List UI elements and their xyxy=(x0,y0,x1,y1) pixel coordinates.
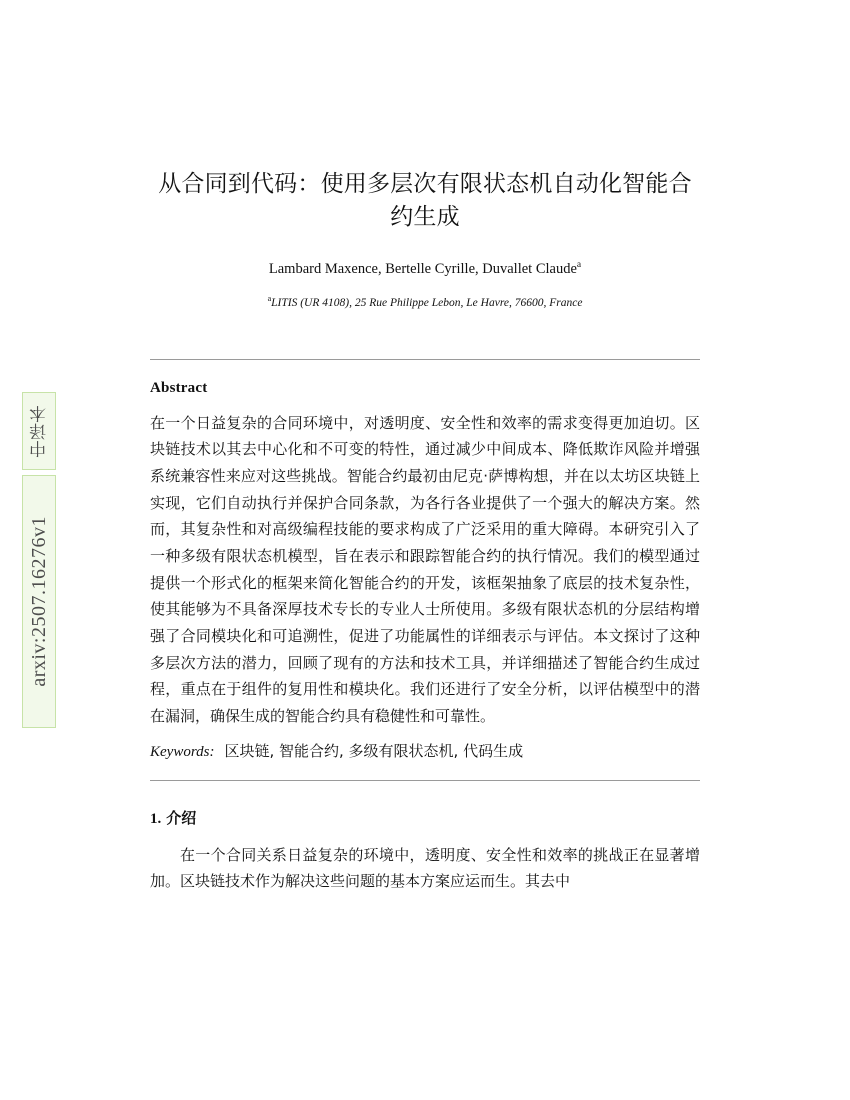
page-title: 从合同到代码：使用多层次有限状态机自动化智能合约生成 xyxy=(158,171,692,230)
affiliation xyxy=(150,280,700,311)
section-title: 介绍 xyxy=(166,808,197,827)
paper-content-column xyxy=(150,0,700,895)
keywords-label: Keywords: xyxy=(150,743,215,760)
section-heading-introduction xyxy=(150,781,700,828)
keywords-values: 区块链, 智能合约, 多级有限状态机, 代码生成 xyxy=(224,741,524,760)
translation-note-label: 中译本 xyxy=(29,404,50,458)
author-list xyxy=(150,233,700,279)
arxiv-id-label: arxiv:2507.16276v1 xyxy=(27,516,50,687)
section-number: 1. xyxy=(150,810,162,827)
author-names: Lambard Maxence, Bertelle Cyrille, Duvallet Claude xyxy=(268,261,577,278)
translation-note-badge xyxy=(22,392,56,470)
arxiv-id-badge[interactable] xyxy=(22,475,56,728)
abstract-body: 在一个日益复杂的合同环境中，对透明度、安全性和效率的需求变得更加迫切。区块链技术以其去中心化和不可变的特性，通过减少中间成本、降低欺诈风险并增强系统兼容性来应对这些挑战。智能合约最初由尼克·萨博构想，并在以太坊区块链上实现，它们自动执行并保护合同条款，为各行各业提供了一个强大的解决方案。然而，其复杂性和对高级编程技能的要求构成了广泛采用的重大障碍。本研究引入了一种多级有限状态机模型，旨在表示和跟踪智能合约的执行情况。我们的模型通过提供一个形式化的框架来简化智能合约的开发，该框架抽象了底层的技术复杂性，使其能够为不具备深厚技术专长的专业人士所使用。多级有限状态机的分层结构增强了合同模块化和可追溯性，促进了功能属性的详细表示与评估。本文探讨了这种多层次方法的潜力，回顾了现有的方法和技术工具，并详细描述了智能合约生成过程，重点在于组件的复用性和模块化。我们还进行了安全分析，以评估模型中的潜在漏洞，确保生成的智能合约具有稳健性和可靠性。 xyxy=(150,413,700,726)
author-affiliation-marker: a xyxy=(576,260,582,271)
arxiv-margin-stamp xyxy=(22,392,56,728)
affiliation-text: LITIS (UR 4108), 25 Rue Philippe Lebon, Le Havre, 76600, France xyxy=(271,296,583,309)
abstract-heading: Abstract xyxy=(150,379,208,396)
affiliation-marker: a xyxy=(267,293,272,303)
section-paragraph-introduction: 在一个合同关系日益复杂的环境中，透明度、安全性和效率的挑战正在显著增加。区块链技术作为解决这些问题的基本方案应运而生。其去中 xyxy=(150,845,700,891)
keywords-line xyxy=(150,730,700,764)
